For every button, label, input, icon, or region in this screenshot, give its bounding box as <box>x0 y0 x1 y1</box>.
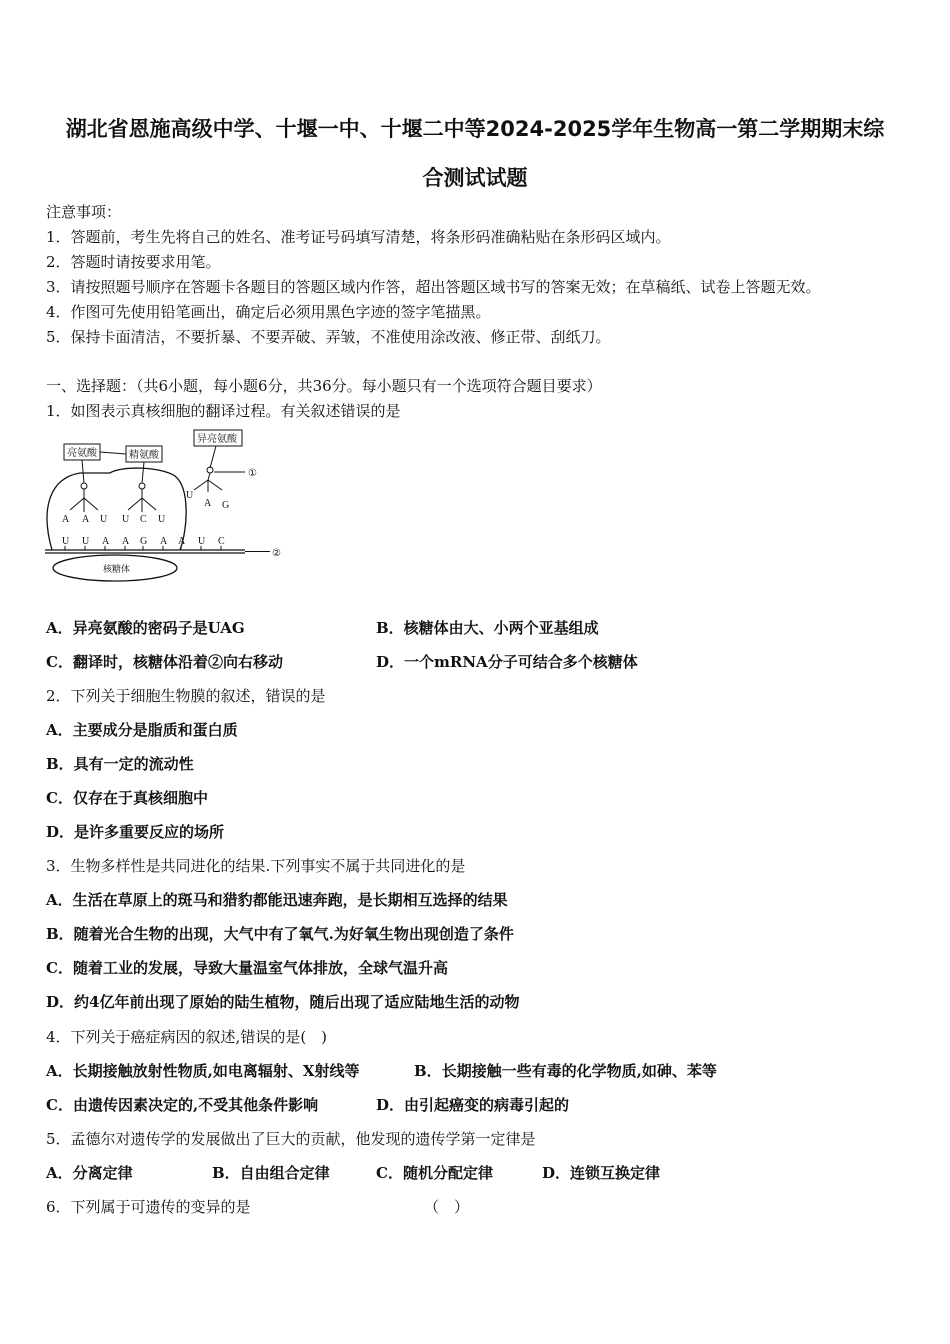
trna-3-base-1: U <box>186 490 194 501</box>
trna-3-base-2: A <box>204 498 212 509</box>
label-mark-1: ① <box>248 468 257 479</box>
trna-2 <box>128 483 156 512</box>
mrna-base-9: C <box>218 536 225 547</box>
mrna-base-8: U <box>198 536 206 547</box>
question-1-stem: 1．如图表示真核细胞的翻译过程。有关叙述错误的是 <box>46 402 401 420</box>
trna-1-base-2: A <box>82 514 90 525</box>
q3-option-d[interactable]: D．约4亿年前出现了原始的陆生植物，随后出现了适应陆地生活的动物 <box>46 993 520 1011</box>
trna-3-base-3: G <box>222 500 230 511</box>
trna-2-base-2: C <box>140 514 147 525</box>
trna-1 <box>70 483 98 512</box>
trna-2-base-3: U <box>158 514 166 525</box>
mrna-base-5: G <box>140 536 148 547</box>
mrna-base-4: A <box>122 536 130 547</box>
page-title-line2: 合测试试题 <box>422 166 528 190</box>
q1-option-c[interactable]: C．翻译时，核糖体沿着②向右移动 <box>46 653 283 671</box>
q3-option-c[interactable]: C．随着工业的发展，导致大量温室气体排放，全球气温升高 <box>46 959 448 977</box>
trna-1-base-1: A <box>62 514 70 525</box>
question-2-stem: 2．下列关于细胞生物膜的叙述，错误的是 <box>46 687 326 705</box>
q5-option-b[interactable]: B．自由组合定律 <box>212 1164 330 1182</box>
q1-option-b[interactable]: B．核糖体由大、小两个亚基组成 <box>376 619 599 637</box>
question-6-blank: （ ） <box>424 1198 470 1216</box>
q5-option-d[interactable]: D．连锁互换定律 <box>542 1164 661 1182</box>
q4-option-d[interactable]: D．由引起癌变的病毒引起的 <box>376 1096 570 1114</box>
trna-1-base-3: U <box>100 514 108 525</box>
question-3-stem: 3．生物多样性是共同进化的结果.下列事实不属于共同进化的是 <box>46 857 466 875</box>
q1-option-d[interactable]: D．一个mRNA分子可结合多个核糖体 <box>376 653 638 671</box>
q1-option-a[interactable]: A．异亮氨酸的密码子是UAG <box>46 619 245 637</box>
q5-option-a[interactable]: A．分离定律 <box>46 1164 133 1182</box>
box-leucine-label: 亮氨酸 <box>67 448 97 459</box>
box-isoleucine-label: 异亮氨酸 <box>197 434 237 445</box>
mrna-base-3: A <box>102 536 110 547</box>
mrna-base-2: U <box>82 536 90 547</box>
q4-option-b[interactable]: B．长期接触一些有毒的化学物质,如砷、苯等 <box>414 1062 717 1080</box>
notice-item-3: 3．请按照题号顺序在答题卡各题目的答题区域内作答，超出答题区域书写的答案无效；在草稿纸、试卷上答题无效。 <box>46 278 821 296</box>
notice-item-2: 2．答题时请按要求用笔。 <box>46 253 221 271</box>
ribosome-label: 核糖体 <box>103 564 131 574</box>
q2-option-b[interactable]: B．具有一定的流动性 <box>46 755 194 773</box>
notice-item-1: 1．答题前，考生先将自己的姓名、准考证号码填写清楚，将条形码准确粘贴在条形码区域内。 <box>46 228 671 246</box>
label-mark-2: ② <box>272 548 281 559</box>
page-title-line1: 湖北省恩施高级中学、十堰一中、十堰二中等2024-2025学年生物高一第二学期期末综 <box>65 117 885 141</box>
q4-option-a[interactable]: A．长期接触放射性物质,如电离辐射、X射线等 <box>46 1062 360 1080</box>
q2-option-c[interactable]: C．仅存在于真核细胞中 <box>46 789 208 807</box>
q3-option-a[interactable]: A．生活在草原上的斑马和猎豹都能迅速奔跑，是长期相互选择的结果 <box>46 891 508 909</box>
trna-3 <box>194 467 245 492</box>
trna-2-base-1: U <box>122 514 130 525</box>
question-4-stem: 4．下列关于癌症病因的叙述,错误的是( ) <box>46 1028 328 1046</box>
question-5-stem: 5．孟德尔对遗传学的发展做出了巨大的贡献，他发现的遗传学第一定律是 <box>46 1130 536 1148</box>
notice-item-4: 4．作图可先使用铅笔画出，确定后必须用黑色字迹的签字笔描黑。 <box>46 303 491 321</box>
mrna-base-1: U <box>62 536 70 547</box>
translation-diagram <box>40 428 300 588</box>
box-arginine-label: 精氨酸 <box>129 450 159 461</box>
q3-option-b[interactable]: B．随着光合生物的出现，大气中有了氧气.为好氧生物出现创造了条件 <box>46 925 514 943</box>
notice-heading: 注意事项： <box>46 203 122 221</box>
section-heading: 一、选择题：（共6小题，每小题6分，共36分。每小题只有一个选项符合题目要求） <box>46 377 602 395</box>
mrna-base-6: A <box>160 536 168 547</box>
q5-option-c[interactable]: C．随机分配定律 <box>376 1164 493 1182</box>
q4-option-c[interactable]: C．由遗传因素决定的,不受其他条件影响 <box>46 1096 319 1114</box>
mrna-base-7: A <box>178 536 186 547</box>
q2-option-d[interactable]: D．是许多重要反应的场所 <box>46 823 225 841</box>
notice-item-5: 5．保持卡面清洁，不要折暴、不要弄破、弄皱，不准使用涂改液、修正带、刮纸刀。 <box>46 328 611 346</box>
q2-option-a[interactable]: A．主要成分是脂质和蛋白质 <box>46 721 238 739</box>
question-6-stem: 6．下列属于可遗传的变异的是 <box>46 1198 251 1216</box>
